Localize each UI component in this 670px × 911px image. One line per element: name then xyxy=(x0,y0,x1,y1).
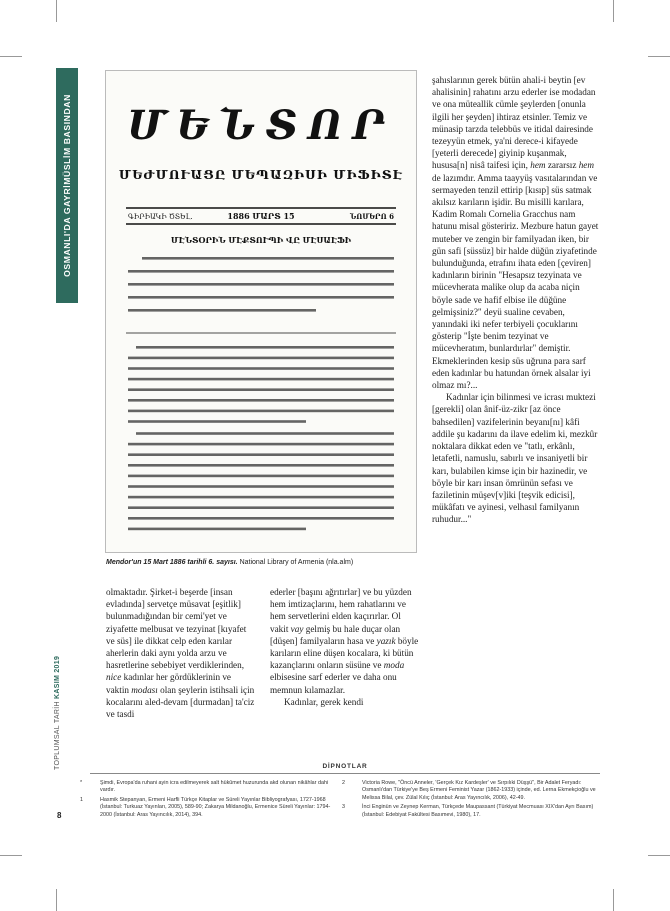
crop-mark xyxy=(648,855,670,856)
scan-text-line xyxy=(142,257,394,260)
scan-text-line xyxy=(136,432,394,435)
footnotes-divider xyxy=(90,773,600,774)
crop-mark xyxy=(648,56,670,57)
figure-caption xyxy=(106,558,418,567)
scan-text-line xyxy=(128,378,394,381)
scan-text-line xyxy=(128,517,394,520)
section-title: OSMANLI'DA GAYRİMÜSLİM BASINDAN xyxy=(62,94,72,277)
scan-text-line xyxy=(128,506,394,509)
footnotes-right xyxy=(342,780,600,821)
dateline-left: ԳԻՐԻԱԿԻ ԾՏԵԼ. xyxy=(128,213,193,221)
scan-text-line xyxy=(128,420,306,423)
paragraph: Kadınlar, gerek kendi xyxy=(284,696,364,707)
crop-mark xyxy=(613,0,614,22)
paragraph: Kadınlar için bilinmesi ve icrası muktezi [gerekli] olan ânif-üz-zikr [az önce bahsedilen] vazifelerinin beyanı[nı] kâfi addile şu kadarını da ilave edelim ki, mezkûr noktalara dikkat eden ve "tatlı, erkânlı, letafetli, namuslu, sabırlı ve insaniyetli bir karı, bulabilen kimse için bir hazinedir, ve böyle bir karı insan ömrünün sefası ve faziletinin müşev[v]iki [teşvik edicisi], mükâfatı ve ayinesi, velhasıl familyanın ruhudur..." xyxy=(432,392,598,525)
footnote-2: 2 Victoria Rowe, "Öncü Anneler, 'Gerçek Kız Kardeşler' ve Sırpılıki Düşşü", Bir Adalet Feryadı: Osmanlı'dan Türkiye'ye Beş Ermeni Feminist Yazar (1862-1933) içinde, ed. Lerna Ekmekçioğlu ve Melissa Bilal, çev. Zülal Kılıç (İstanbul: Aras Yayıncılık, 2006), 42-49. xyxy=(342,780,596,801)
scan-text-line xyxy=(128,388,394,391)
scan-text-line xyxy=(128,453,394,456)
scan-text-line xyxy=(128,485,394,488)
issue-date: KASIM 2019 xyxy=(54,655,61,699)
masthead: ՄԵՆՏՈՐ xyxy=(127,102,395,149)
paragraph: ederler [başını ağrıtırlar] ve bu yüzden hem imtizaçlarını, hem rahatlarını ve hem servetlerini elden kaçırırlar. Ol vakit vay gelmiş bu hale duçar olan [düşen] familyaların hasa ve yazık böyle karıların eline düşen kocalara, ki bütün kazançlarını onların süsüne ve moda elbisesine sarf ederler ve daha onu memnun kılamazlar. xyxy=(270,587,419,695)
text-column-1 xyxy=(106,586,256,720)
scan-text-line xyxy=(128,357,394,360)
scan-text-line xyxy=(128,367,394,370)
dateline-issue: ՆՈՄԵՐՈ 6 xyxy=(349,212,394,221)
article-title: ՄԷՆՏՕՐԻՆ ՄԷՔՏՈՒՊԻ ՎԸ ՄԷՍԱԷՖԻ xyxy=(170,235,352,245)
text-column-3 xyxy=(432,74,600,526)
caption-title: Mendor'un 15 Mart 1886 tarihli 6. sayısı. xyxy=(106,559,238,566)
footnotes-left xyxy=(80,780,335,821)
scan-text-line xyxy=(128,309,316,312)
page-number: 8 xyxy=(57,811,62,820)
footnote-star: * Şimdi, Evropa'da ruhani ayin icra edilmeyerek salt hükûmet huzurunda akd olunan nikâhlar dahi vardır. xyxy=(80,780,329,794)
newspaper-scan-image xyxy=(106,71,416,552)
paragraph: olmaktadır. Şirket-i beşerde [insan evladında] servetçe müsavat [eşitlik] bulunmadığından bir cemi'yet ve ziyafette melbusat ve tezyinat [kıyafet ve süs] ile dikkat celp eden karılar aherlerin daki aynı yolda arzu ve hasretlerine sebebiyet verdiklerinden, nice kadınlar her gördüklerinin ve vaktin modası olan şeylerin istihsali için kocalarını aled-devam [durmadan] ta'ciz ve tasdi xyxy=(106,587,255,720)
scan-text-line xyxy=(128,496,394,499)
crop-mark xyxy=(56,0,57,22)
crop-mark xyxy=(56,889,57,911)
newspaper-scan xyxy=(105,70,417,553)
crop-mark xyxy=(613,889,614,911)
scan-text-line xyxy=(128,410,394,413)
footnotes-heading: DİPNOTLAR xyxy=(322,763,368,770)
scan-text-line xyxy=(128,270,394,273)
masthead-subtitle: ՄԵԺՄՈՒԱՑԸ ՄԵՊԱԶԻՍԻ ՄԻՖԻՏԷ xyxy=(118,167,404,182)
scan-text-line xyxy=(128,283,394,286)
scan-text-line xyxy=(128,296,394,299)
scan-text-line xyxy=(128,399,394,402)
scan-text-line xyxy=(128,464,394,467)
caption-credit: National Library of Armenia (nla.alm) xyxy=(239,559,354,566)
paragraph: şahıslarının gerek bütün ahali-i beytin [ev ahalisinin] rahatını arzu ederler ise modadan ve ona müteallik cümle şeylerden [onunla ilgili her şeyden] ihtiraz etsinler. Temiz ve münasip tarzda telebbüs ve itidal dairesinde tezeyyün etmek, ya'ni derece-i kifayede [yeterli derecede] giyinip kuşanmak, hususa[n] nisâ taifesi için, hem zararsız hem de lazımdır. Amma taayyüş vasıtalarından ve sermayeden tenzil ettirip [kısıp] süs satmak akılsız karıların işidir. Bu misilli karılara, Kadim Romalı Cornelia Gracchus nam hatunu misal gösteririz. Mezbure hatun gayet muteber ve zengin bir familyadan iken, bir gün safi [süssüz] bir halde düğün ziyafetinde bulunduğunda, etrafını ihata eden [çeviren] kadınların birinin "Hesapsız tezyinata ve mücevherata malike olup da acaba niçin böyle sade ve hafif elbise ile düğüne gelmişsiniz?" deyü sualine cevaben, yanındaki iki nefer terbiyeli çocuklarını gösterip "İşte benim tezyinat ve mücevheratım, bunlardırlar" demiştir. Ekmeklerinden kesip süs uğruna para sarf eden kadınlar bu hatundan örnek alsalar iyi olmaz mı?... xyxy=(432,75,599,391)
magazine-name: TOPLUMSAL TARİH xyxy=(54,701,61,770)
footnote-1: 1 Hasmik Stepanyan, Ermeni Harfli Türkçe Kitaplar ve Süreli Yayınlar Bibliyografyası, 1727-1968 (İstanbul: Turkuaz Yayınları, 2005), 589-90; Zakarya Mildanoğlu, Ermenice Süreli Yayınlar: 1794-2000 (İstanbul: Aras Yayıncılık, 2014), 394. xyxy=(80,796,331,818)
crop-mark xyxy=(0,855,22,856)
scan-text-line xyxy=(136,346,394,349)
dateline-date: 1886 ՄԱՐՏ 15 xyxy=(227,211,295,221)
scan-text-line xyxy=(128,528,306,531)
crop-mark xyxy=(0,56,22,57)
magazine-issue xyxy=(54,570,68,770)
scan-text-line xyxy=(128,443,394,446)
scan-text-line xyxy=(128,475,394,478)
text-column-2 xyxy=(270,586,420,708)
footnote-3: 3 İnci Enginün ve Zeynep Kerman, Türkçede Maupassant (Türkiyat Mecmuası XIX'dan Ayrı Basım) (İstanbul: Edebiyat Fakültesi Basımevi, 1980), 17. xyxy=(342,804,594,818)
